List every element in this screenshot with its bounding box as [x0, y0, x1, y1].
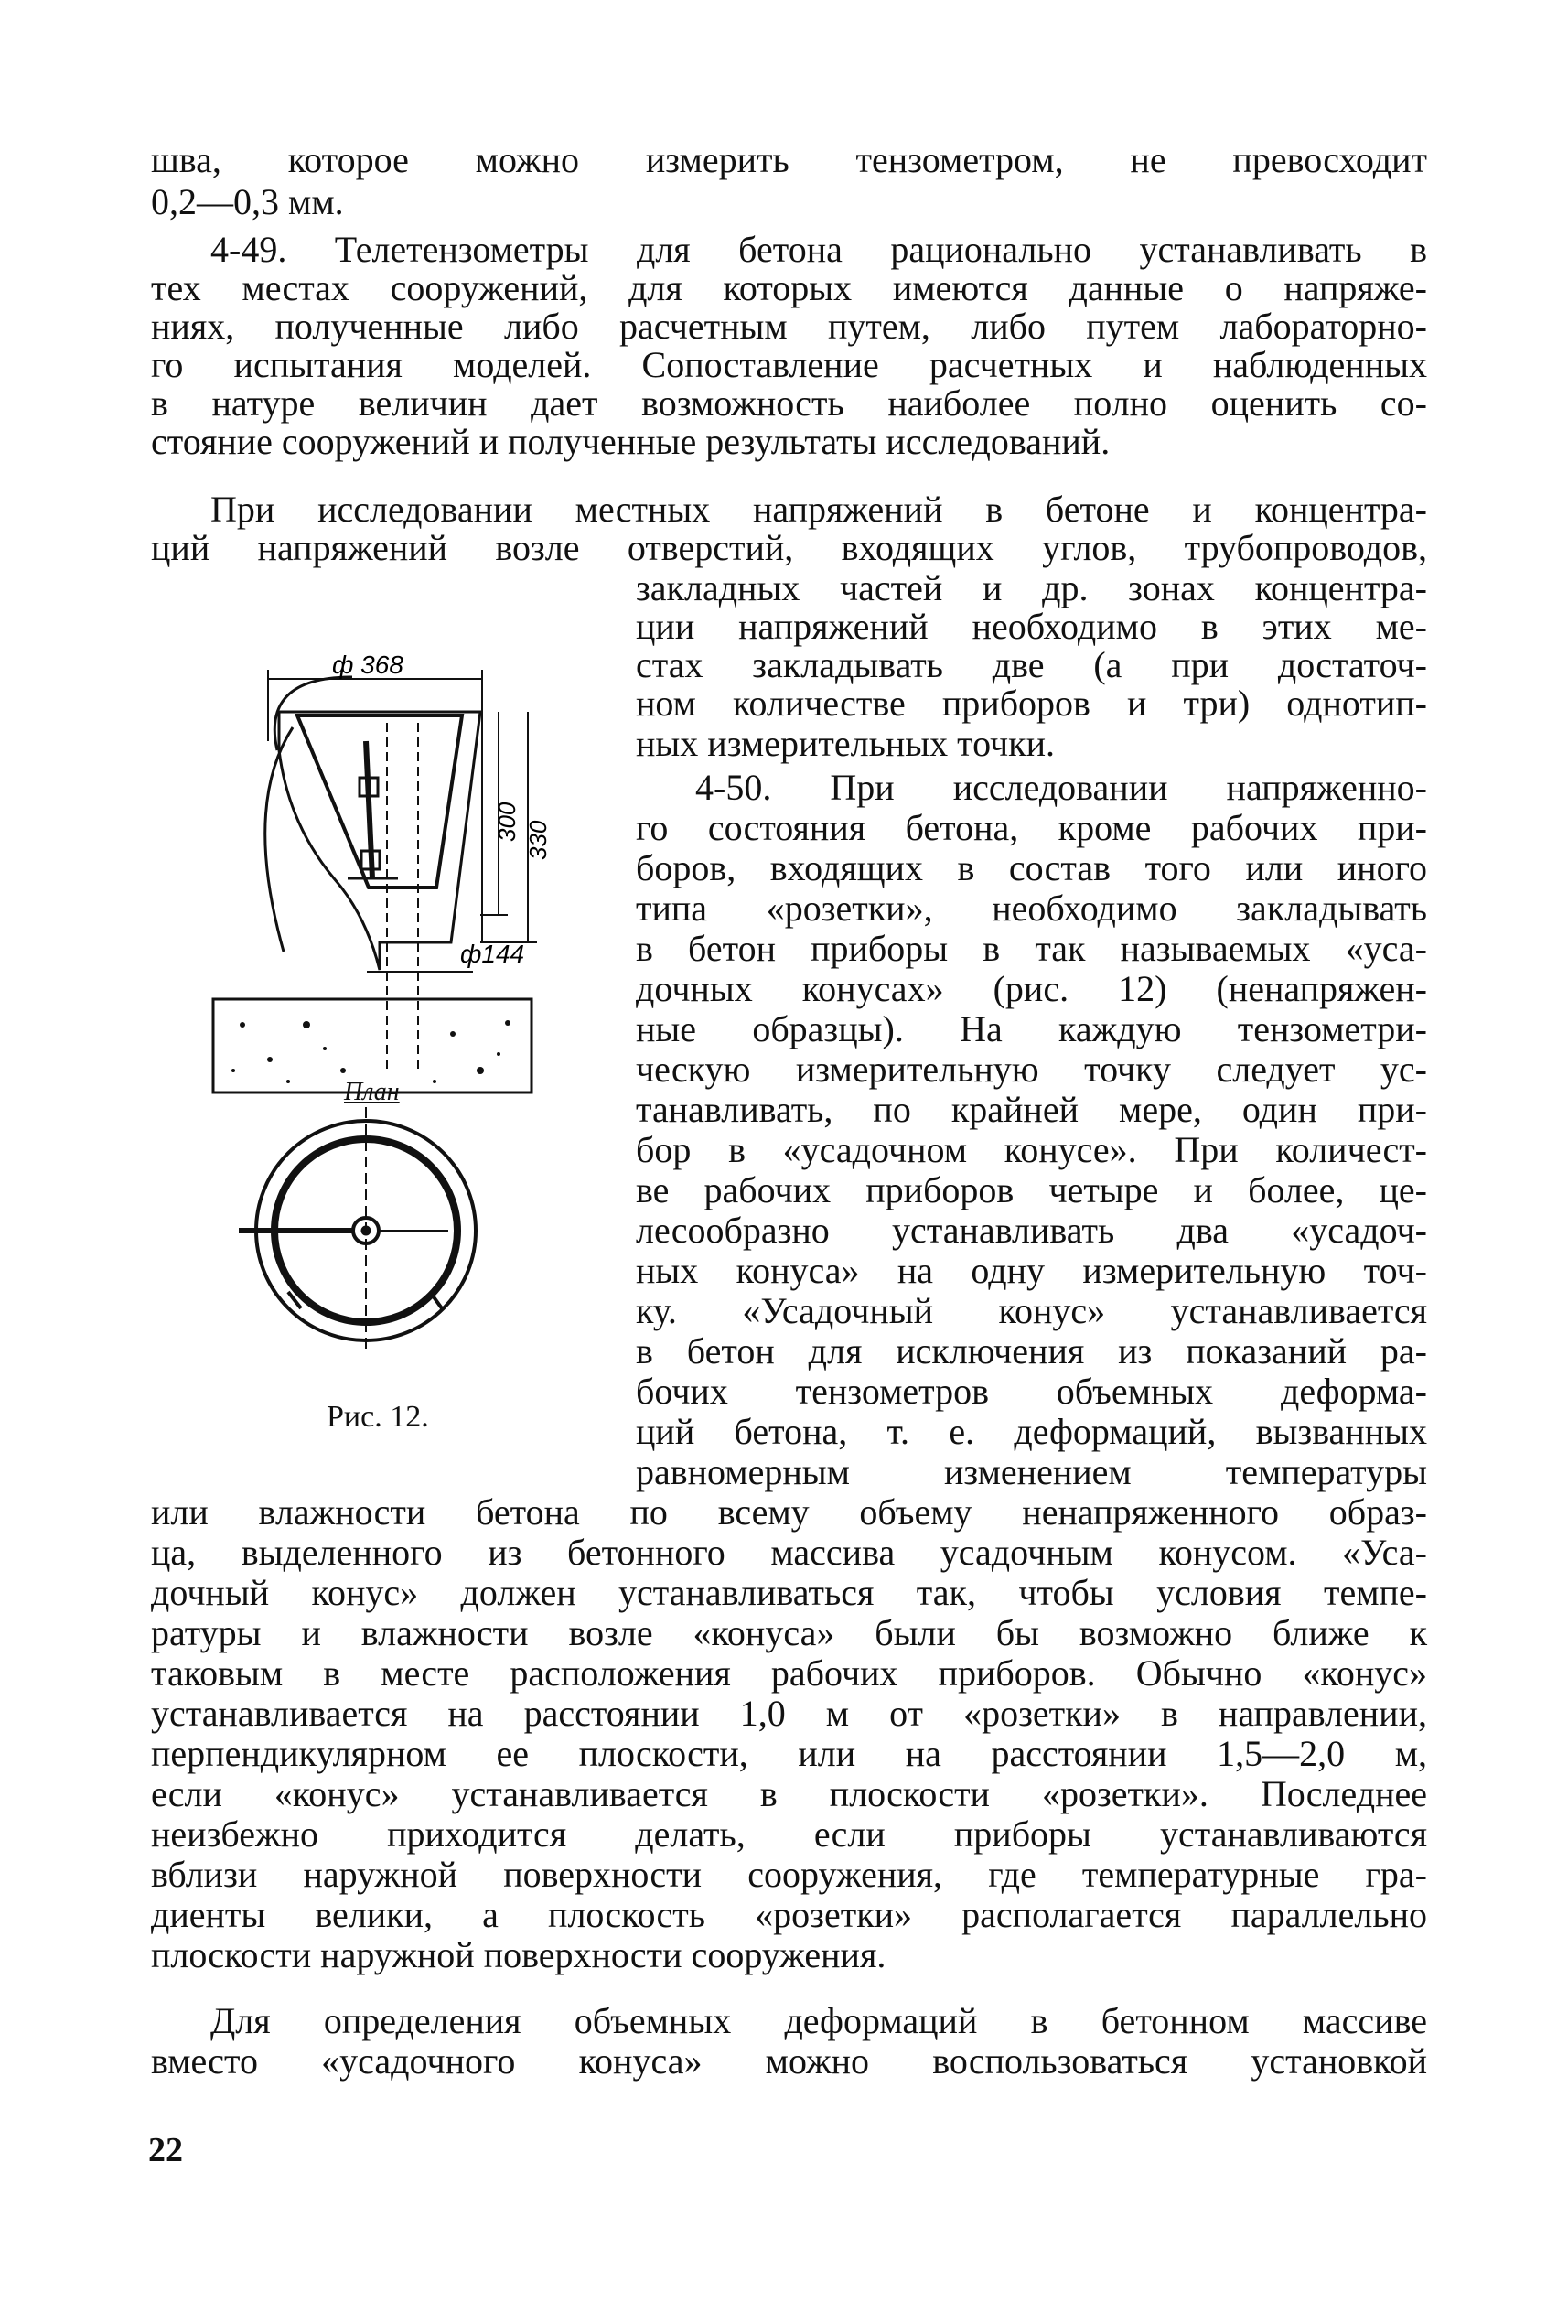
text-line: го состояния бетона, кроме рабочих при-	[636, 807, 1427, 848]
text-line: ве рабочих приборов четыре и более, це-	[636, 1169, 1427, 1210]
concrete-texture	[231, 1020, 510, 1083]
text-line: типа «розетки», необходимо закладывать	[636, 888, 1427, 929]
text-line: дочный конус» должен устанавливаться так, чтобы условия темпе-	[151, 1572, 1427, 1613]
text-line: бор в «усадочном конусе». При количест-	[636, 1129, 1427, 1170]
text-line: ных измерительных точки.	[636, 723, 1055, 764]
text-line: вместо «усадочного конуса» можно воспользоваться установкой	[151, 2040, 1427, 2082]
text-line: равномерным изменением температуры	[636, 1451, 1427, 1492]
text-line: если «конус» устанавливается в плоскости «розетки». Последнее	[151, 1773, 1427, 1814]
text-line: в натуре величин дает возможность наиболее полно оценить со-	[151, 382, 1427, 424]
plan-view-drawing	[239, 1107, 476, 1354]
figure-12-shrinkage-cone	[206, 640, 608, 1446]
text-line: диенты велики, а плоскость «розетки» располагается параллельно	[151, 1894, 1427, 1935]
text-line: ца, выделенного из бетонного массива усадочным конусом. «Уса-	[151, 1532, 1427, 1573]
text-line: в бетон приборы в так называемых «уса-	[636, 928, 1427, 969]
text-line: неизбежно приходится делать, если приборы устанавливаются	[151, 1813, 1427, 1855]
text-line: бочих тензометров объемных деформа-	[636, 1371, 1427, 1412]
text-line: Для определения объемных деформаций в бетонном массиве	[210, 2000, 1427, 2041]
text-line: или влажности бетона по всему объему ненапряженного образ-	[151, 1491, 1427, 1533]
cone-section-drawing	[213, 670, 537, 1092]
text-line: тех местах сооружений, для которых имеются данные о напряже-	[151, 267, 1427, 308]
text-line: танавливать, по крайней мере, один при-	[636, 1089, 1427, 1130]
page-number: 22	[148, 2131, 183, 2169]
text-line: го испытания моделей. Сопоставление расчетных и наблюденных	[151, 344, 1427, 385]
text-line: При исследовании местных напряжений в бетоне и концентра-	[210, 489, 1427, 530]
text-line: ратуры и влажности возле «конуса» были бы возможно ближе к	[151, 1612, 1427, 1653]
text-line: ном количестве приборов и три) однотип-	[636, 683, 1427, 724]
text-line: 4-49. Телетензометры для бетона рационально устанавливать в	[210, 229, 1427, 270]
dimension-label-bottom: ф144	[460, 940, 525, 968]
text-line: ций бетона, т. е. деформаций, вызванных	[636, 1411, 1427, 1452]
text-line: устанавливается на расстоянии 1,0 м от «розетки» в направлении,	[151, 1693, 1427, 1734]
text-line: ческую измерительную точку следует ус-	[636, 1049, 1427, 1090]
text-line: плоскости наружной поверхности сооружения.	[151, 1934, 886, 1975]
text-line: стояние сооружений и полученные результаты исследований.	[151, 421, 1111, 462]
text-line: закладных частей и др. зонах концентра-	[636, 567, 1427, 608]
text-line: ниях, полученные либо расчетным путем, либо путем лабораторно-	[151, 306, 1427, 347]
text-line: дочных конусах» (рис. 12) (ненапряжен-	[636, 968, 1427, 1009]
text-line: стах закладывать две (а при достаточ-	[636, 644, 1427, 685]
text-line: таковым в месте расположения рабочих приборов. Обычно «конус»	[151, 1652, 1427, 1694]
dimension-label-300: 300	[493, 802, 521, 842]
figure-caption: Рис. 12.	[327, 1400, 429, 1434]
text-line: лесообразно устанавливать два «усадоч-	[636, 1210, 1427, 1251]
text-line: перпендикулярном ее плоскости, или на расстоянии 1,5—2,0 м,	[151, 1733, 1427, 1774]
plan-label: План	[344, 1078, 400, 1106]
text-line: 0,2—0,3 мм.	[151, 181, 344, 222]
text-line: ку. «Усадочный конус» устанавливается	[636, 1290, 1427, 1331]
text-line: 4-50. При исследовании напряженно-	[695, 767, 1427, 808]
text-line: ций напряжений возле отверстий, входящих углов, трубопроводов,	[151, 527, 1427, 568]
text-line: боров, входящих в состав того или иного	[636, 847, 1427, 888]
dimension-label-top: ф 368	[332, 651, 403, 679]
text-line: в бетон для исключения из показаний ра-	[636, 1330, 1427, 1372]
text-line: шва, которое можно измерить тензометром, не превосходит	[151, 139, 1427, 180]
text-line: ции напряжений необходимо в этих ме-	[636, 606, 1427, 647]
dimension-label-330: 330	[524, 820, 552, 860]
text-line: вблизи наружной поверхности сооружения, где температурные гра-	[151, 1854, 1427, 1895]
text-line: ные образцы). На каждую тензометри-	[636, 1008, 1427, 1049]
text-line: ных конуса» на одну измерительную точ-	[636, 1250, 1427, 1291]
